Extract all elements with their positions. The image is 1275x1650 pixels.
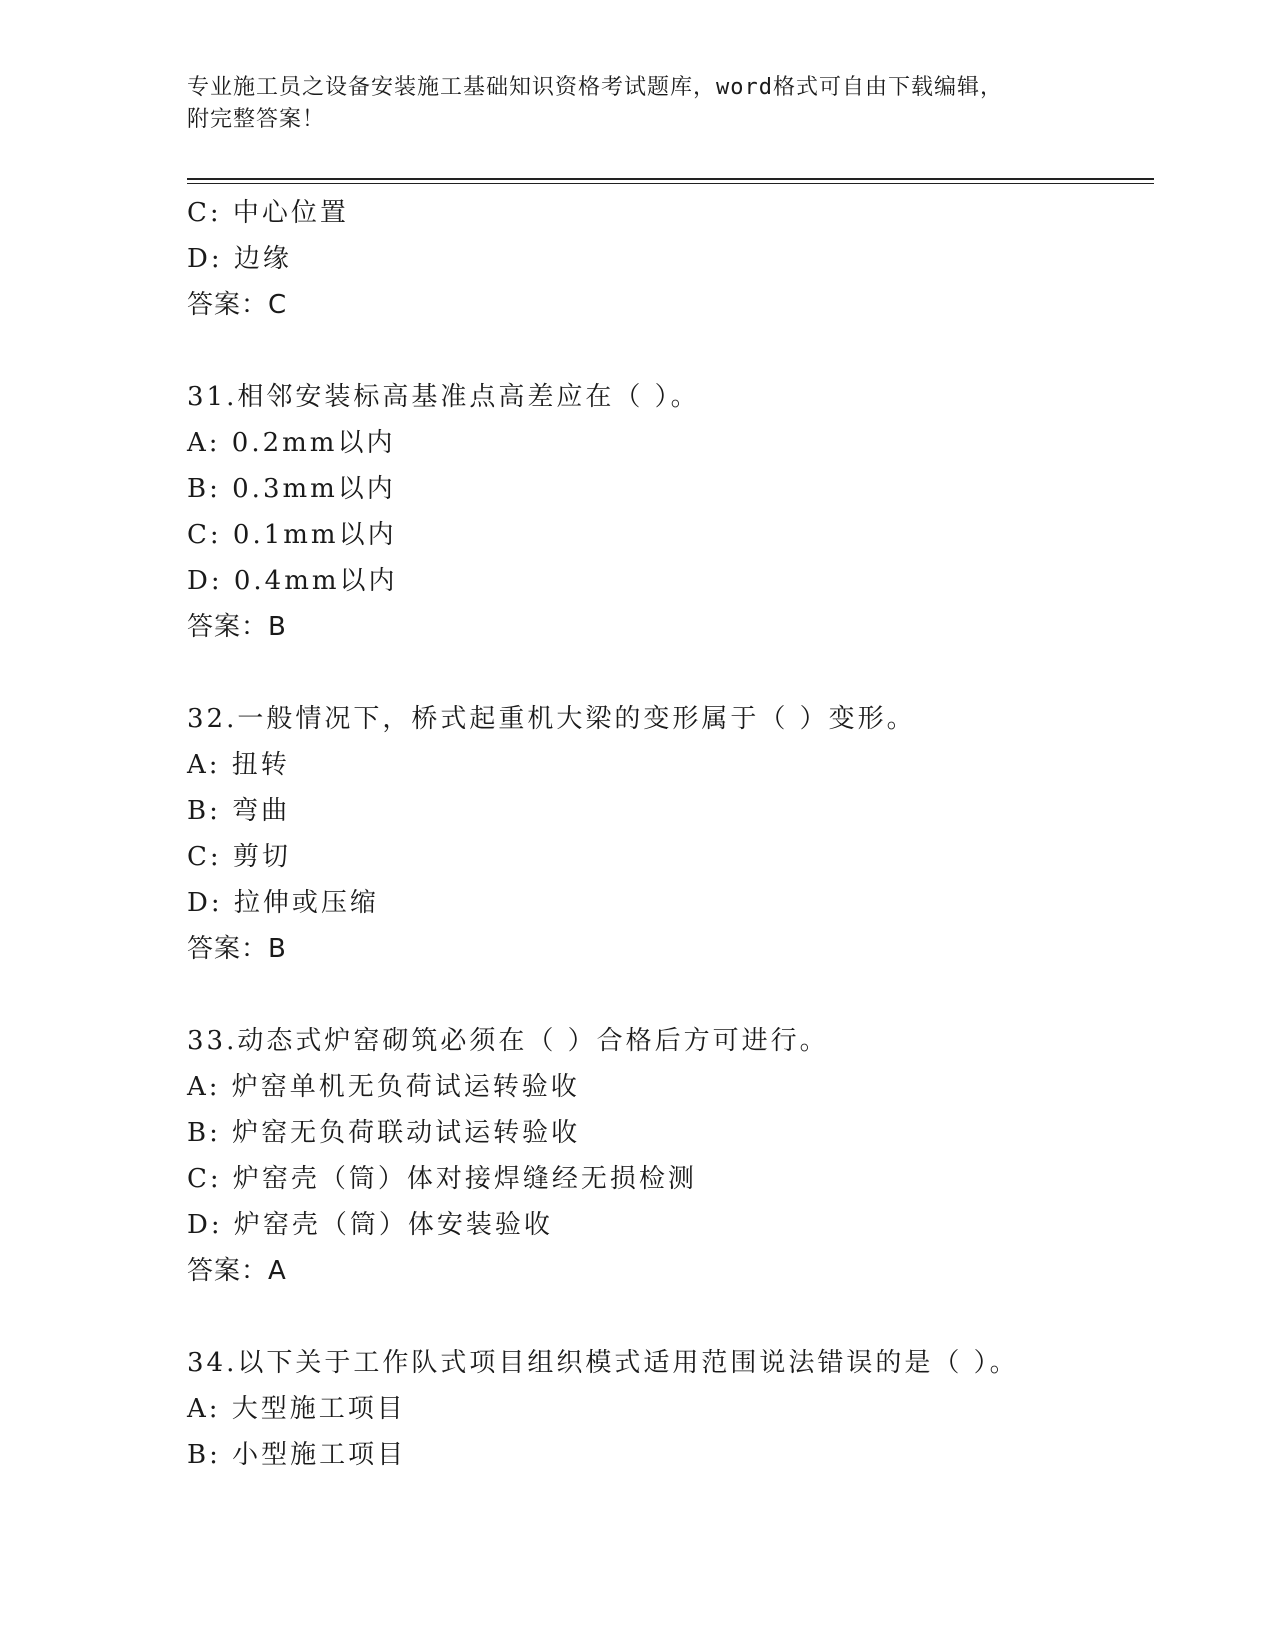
option-a: A: 大型施工项目 (187, 1394, 406, 1424)
answer-line: 答案：B (187, 612, 287, 642)
header-divider-thick (187, 178, 1154, 180)
spacer (187, 328, 1154, 374)
option-d: D: 0.4mm以内 (187, 566, 398, 596)
question-block-31 (187, 374, 1154, 650)
option-c: C: 炉窑壳（筒）体对接焊缝经无损检测 (187, 1164, 697, 1194)
document-header (187, 72, 1087, 136)
question-block-prev (187, 190, 1154, 328)
header-line-1: 专业施工员之设备安装施工基础知识资格考试题库，word格式可自由下载编辑， (187, 75, 1003, 100)
option-b: B: 炉窑无负荷联动试运转验收 (187, 1118, 581, 1148)
option-c: C: 0.1mm以内 (187, 520, 397, 550)
option-b: B: 弯曲 (187, 796, 291, 826)
header-divider-thin (187, 183, 1154, 184)
spacer (187, 972, 1154, 1018)
spacer (187, 1294, 1154, 1340)
answer-line: 答案：C (187, 290, 288, 320)
question-stem: 34.以下关于工作队式项目组织模式适用范围说法错误的是（ ）。 (187, 1348, 1019, 1378)
option-a: A: 0.2mm以内 (187, 428, 396, 458)
question-block-33 (187, 1018, 1154, 1294)
option-c: C: 中心位置 (187, 198, 349, 228)
question-stem: 33.动态式炉窑砌筑必须在（ ）合格后方可进行。 (187, 1026, 829, 1056)
spacer (187, 650, 1154, 696)
question-stem: 32.一般情况下，桥式起重机大梁的变形属于（ ）变形。 (187, 704, 916, 734)
option-d: D: 拉伸或压缩 (187, 888, 379, 918)
answer-line: 答案：B (187, 934, 287, 964)
answer-line: 答案：A (187, 1256, 287, 1286)
option-b: B: 0.3mm以内 (187, 474, 396, 504)
question-stem: 31.相邻安装标高基准点高差应在（ ）。 (187, 382, 700, 412)
option-d: D: 炉窑壳（筒）体安装验收 (187, 1210, 553, 1240)
option-a: A: 炉窑单机无负荷试运转验收 (187, 1072, 580, 1102)
option-b: B: 小型施工项目 (187, 1440, 407, 1470)
option-c: C: 剪切 (187, 842, 291, 872)
option-d: D: 边缘 (187, 244, 292, 274)
option-a: A: 扭转 (187, 750, 290, 780)
question-block-34 (187, 1340, 1154, 1478)
document-body (187, 190, 1154, 1478)
question-block-32 (187, 696, 1154, 972)
header-line-2: 附完整答案！ (187, 107, 326, 132)
